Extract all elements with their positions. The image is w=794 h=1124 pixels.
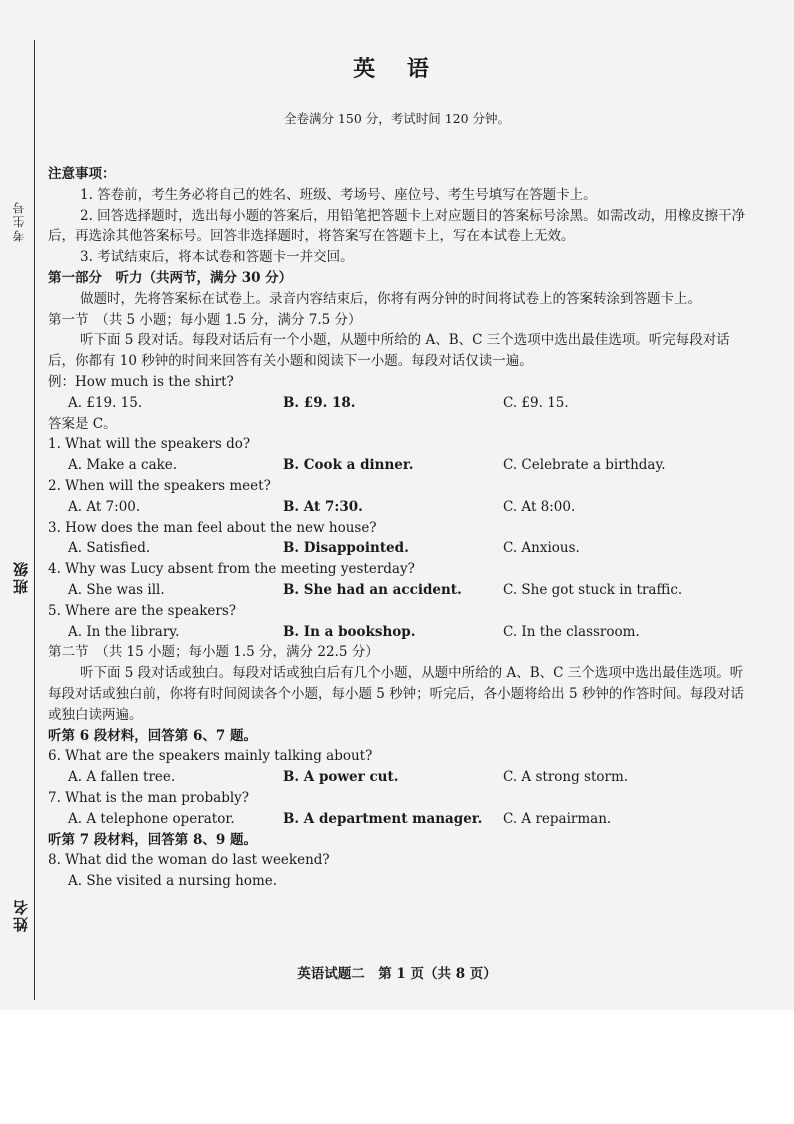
option-a: A. At 7:00. xyxy=(68,498,141,515)
option-c: C. At 8:00. xyxy=(503,498,576,515)
option-a: A. A telephone operator. xyxy=(68,810,235,827)
question-2: 2. When will the speakers meet? xyxy=(48,477,271,494)
question-7: 7. What is the man probably? xyxy=(48,789,250,806)
material-7-instruction: 听第 7 段材料，回答第 8、9 题。 xyxy=(48,831,257,848)
page-subtitle: 全卷满分 150 分，考试时间 120 分钟。 xyxy=(283,111,511,126)
question-8: 8. What did the woman do last weekend? xyxy=(48,852,330,869)
page-title: 英 语 xyxy=(353,56,441,82)
option-b: B. A department manager. xyxy=(283,810,483,827)
option-c: C. She got stuck in traffic. xyxy=(503,581,683,598)
exam-content xyxy=(48,164,748,892)
option-a: A. A fallen tree. xyxy=(68,769,176,786)
option-b: B. At 7:30. xyxy=(283,498,363,515)
section2-intro: 听下面 5 段对话或独白。每段对话或独白后有几个小题，从题中所给的 A、B、C 三个选项中选出最佳选项。听每段对话或独白前，你将有时间阅读各个小题，每小题 5 秒钟；听完后，各小题将给出 5 秒钟的作答时间。每段对话或独白读两遍。 xyxy=(48,665,744,723)
option-a: A. She was ill. xyxy=(68,581,165,598)
question-8-options xyxy=(48,871,748,892)
question-6: 6. What are the speakers mainly talking about? xyxy=(48,748,373,765)
notice-item-1: 1. 答卷前，考生务必将自己的姓名、班级、考场号、座位号、考生号填写在答题卡上。 xyxy=(80,186,597,203)
option-a: A. Make a cake. xyxy=(68,457,178,474)
example-question: 例：How much is the shirt? xyxy=(48,373,234,390)
question-4-options xyxy=(48,580,748,601)
option-c: C. In the classroom. xyxy=(503,623,640,640)
question-1: 1. What will the speakers do? xyxy=(48,436,251,453)
question-3-options xyxy=(48,538,748,559)
notice-item-3: 3. 考试结束后，将本试卷和答题卡一并交回。 xyxy=(80,249,354,266)
question-5-options xyxy=(48,622,748,643)
question-5: 5. Where are the speakers? xyxy=(48,602,237,619)
option-c: C. £9. 15. xyxy=(503,394,569,411)
option-b: B. Cook a dinner. xyxy=(283,457,414,474)
question-4: 4. Why was Lucy absent from the meeting yesterday? xyxy=(48,561,415,578)
material-6-instruction: 听第 6 段材料，回答第 6、7 题。 xyxy=(48,727,257,744)
notice-item-2: 2. 回答选择题时，选出每小题的答案后，用铅笔把答题卡上对应题目的答案标号涂黑。如需改动，用橡皮擦干净后，再选涂其他答案标号。回答非选择题时，将答案写在答题卡上，写在本试卷上无效。 xyxy=(48,207,746,245)
example-answer: 答案是 C。 xyxy=(48,415,117,432)
example-options xyxy=(48,393,748,414)
page-footer: 英语试题二 第 1 页（共 8 页） xyxy=(297,966,497,982)
option-c: C. A repairman. xyxy=(503,810,612,827)
option-b: B. She had an accident. xyxy=(283,581,462,598)
question-7-options xyxy=(48,809,748,830)
section1-intro: 听下面 5 段对话。每段对话后有一个小题，从题中所给的 A、B、C 三个选项中选出最佳选项。听完每段对话后，你都有 10 秒钟的时间来回答有关小题和阅读下一小题。每段对话仅读一遍。 xyxy=(48,332,730,370)
option-c: C. Anxious. xyxy=(503,540,580,557)
question-1-options xyxy=(48,455,748,476)
question-3: 3. How does the man feel about the new house? xyxy=(48,519,377,536)
part1-heading: 第一部分 听力（共两节，满分 30 分） xyxy=(48,269,293,286)
section1-heading: 第一节 （共 5 小题；每小题 1.5 分，满分 7.5 分） xyxy=(48,311,362,328)
side-label-exam-number: 考生号 xyxy=(12,200,26,242)
question-6-options xyxy=(48,767,748,788)
option-b: B. A power cut. xyxy=(283,769,399,786)
option-b: B. In a bookshop. xyxy=(283,623,416,640)
option-b: B. Disappointed. xyxy=(283,540,409,557)
option-a: A. She visited a nursing home. xyxy=(68,873,278,890)
option-a: A. Satisfied. xyxy=(68,540,151,557)
option-c: C. A strong storm. xyxy=(503,769,629,786)
option-c: C. Celebrate a birthday. xyxy=(503,457,666,474)
binding-line xyxy=(34,40,35,1000)
option-a: A. £19. 15. xyxy=(68,394,143,411)
notice-heading: 注意事项： xyxy=(48,166,116,182)
question-2-options xyxy=(48,497,748,518)
option-b: B. £9. 18. xyxy=(283,394,356,411)
side-label-name: 姓名 xyxy=(12,898,30,932)
option-a: A. In the library. xyxy=(68,623,180,640)
part1-intro: 做题时，先将答案标在试卷上。录音内容结束后，你将有两分钟的时间将试卷上的答案转涂到答题卡上。 xyxy=(80,290,701,307)
section2-heading: 第二节 （共 15 小题；每小题 1.5 分，满分 22.5 分） xyxy=(48,644,379,661)
side-label-class: 班级 xyxy=(12,560,30,594)
